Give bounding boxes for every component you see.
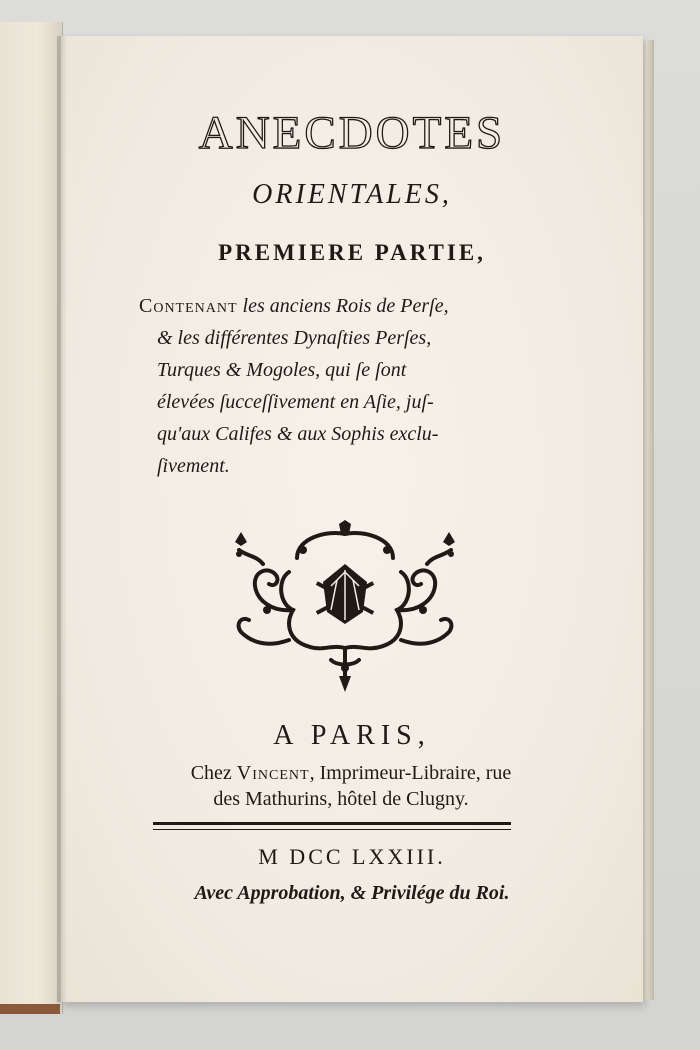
thin-rule-divider (153, 829, 511, 830)
imprint-prefix: Chez (190, 762, 237, 784)
imprint-suffix: , Imprimeur-Libraire, rue (309, 762, 512, 784)
description-line-1-text: les anciens Rois de Perſe, (237, 295, 449, 317)
printers-fleuron-ornament-icon (227, 520, 463, 694)
description-line: & les différentes Dynaſties Perſes, (157, 327, 432, 349)
description-line: qu'aux Califes & aux Sophis exclu- (157, 423, 439, 445)
part-heading: PREMIERE PARTIE, (218, 240, 486, 265)
printer-name: Vincent (236, 762, 310, 784)
leather-cover-edge (0, 1004, 60, 1014)
left-page-edge (0, 22, 63, 1014)
title-page (60, 36, 643, 1002)
thick-rule-divider (153, 822, 511, 825)
description-block (139, 290, 559, 482)
description-line: élevées ſucceſſivement en Aſie, juſ- (157, 391, 434, 413)
description-line (139, 290, 559, 322)
book-subtitle: ORIENTALES, (252, 179, 452, 210)
description-line: ſivement. (157, 455, 230, 477)
description-lead: Contenant (139, 295, 238, 317)
publication-date: M DCC LXXIII. (258, 844, 446, 869)
approbation-line: Avec Approbation, & Privilége du Roi. (194, 882, 510, 904)
imprint-address-line: des Mathurins, hôtel de Clugny. (213, 788, 469, 810)
imprint-city: A PARIS, (273, 720, 431, 751)
imprint-printer-line (131, 762, 571, 785)
book-title: ANECDOTES (198, 107, 506, 159)
description-line: Turques & Mogoles, qui ſe ſont (157, 359, 407, 381)
